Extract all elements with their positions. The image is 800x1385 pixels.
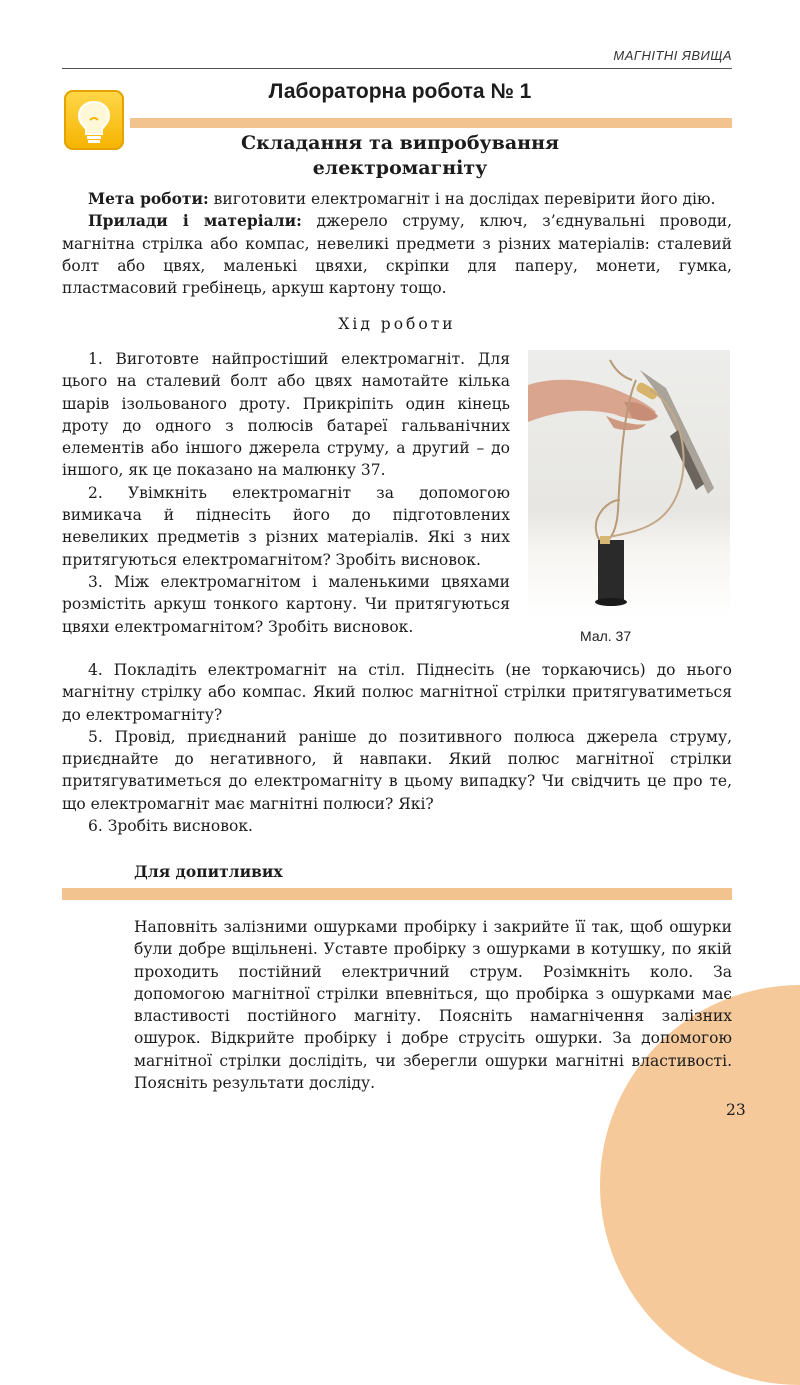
step-6: 6. Зробіть висновок. xyxy=(88,817,253,836)
step-5: 5. Провід, приєднаний раніше до позитивного полюса джерела струму, приєднайте до негативного, й навпаки. Який полюс магнітної стрілки притягуватиметься до електромагніту в цьому випадку? Чи свідчить це про те, що електромагніт має магнітні полюси? Які? xyxy=(62,727,732,813)
subtitle-line-1: Складання та випробування xyxy=(240,132,560,154)
steps-wide xyxy=(62,659,732,837)
step-4: 4. Покладіть електромагніт на стіл. Піднесіть (не торкаючись) до нього магнітну стрілку або компас. Який полюс магнітної стрілки притягуватиметься до електромагніту? xyxy=(62,661,732,724)
step-3: 3. Між електромагнітом і маленькими цвяхами розмістіть аркуш тонкого картону. Чи притягуються цвяхи електромагнітом? Зробіть висновок. xyxy=(62,572,510,636)
figure-37-photo xyxy=(528,350,730,618)
lab-title: Лабораторна робота № 1 xyxy=(268,80,532,103)
intro xyxy=(62,188,732,299)
title-bar xyxy=(130,118,732,128)
step-1: 1. Виготовте найпростіший електромагніт. Для цього на сталевий болт або цвях намотайте кілька шарів ізольованого дроту. Прикріпіть один кінець дроту до одного з полюсів батареї гальванічних елементів або іншого джерела струму, а другий – до іншого, як це показано на малюнку 37. xyxy=(62,350,510,480)
section-title: Для допитливих xyxy=(134,862,283,881)
materials-paragraph xyxy=(62,210,732,299)
header-rule xyxy=(62,68,732,69)
materials-label: Прилади і матеріали: xyxy=(88,211,302,231)
running-head: МАГНІТНІ ЯВИЩА xyxy=(613,48,732,63)
lightbulb-icon xyxy=(64,90,124,150)
materials-text: джерело струму, ключ, з’єднувальні проводи, магнітна стрілка або компас, невеликі предмети з різних матеріалів: сталевий болт або цвях, маленькі цвяхи, скріпки для паперу, монети, гумка, пластмасовий гребінець, аркуш картону тощо. xyxy=(62,212,733,298)
procedure-heading: Хід роботи xyxy=(338,315,456,333)
curious-paragraph: Наповніть залізними ошурками пробірку і закрийте її так, щоб ошурки були добре вщільнені. Уставте пробірку з ошурками в котушку, по якій проходить постійний електричний струм. Розімкніть коло. За допомогою магнітної стрілки впевніться, що пробірка з ошурками має властивості постійного магніту. Поясніть намагнічення залізних ошурок. Відкрийте пробірку і добре струсіть ошурки. За допомогою магнітної стрілки дослідіть, чи зберегли ошурки магнітні властивості. Поясніть результати досліду. xyxy=(134,918,732,1093)
goal-paragraph xyxy=(62,188,732,210)
lab-subtitle xyxy=(200,131,600,181)
goal-text: виготовити електромагніт і на дослідах перевірити його дію. xyxy=(208,190,716,208)
step-2: 2. Увімкніть електромагніт за допомогою вимикача й піднесіть його до підготовлених невеликих предметів з різних матеріалів. Які з них притягуються електромагнітом? Зробіть висновок. xyxy=(62,483,510,569)
goal-label: Мета роботи: xyxy=(88,189,209,208)
steps-column xyxy=(62,348,510,638)
section-bar xyxy=(62,888,732,900)
subtitle-line-2: електромагніту xyxy=(312,157,488,179)
figure-caption: Мал. 37 xyxy=(580,628,632,644)
curious-block xyxy=(134,916,732,1094)
page-number: 23 xyxy=(726,1101,746,1119)
